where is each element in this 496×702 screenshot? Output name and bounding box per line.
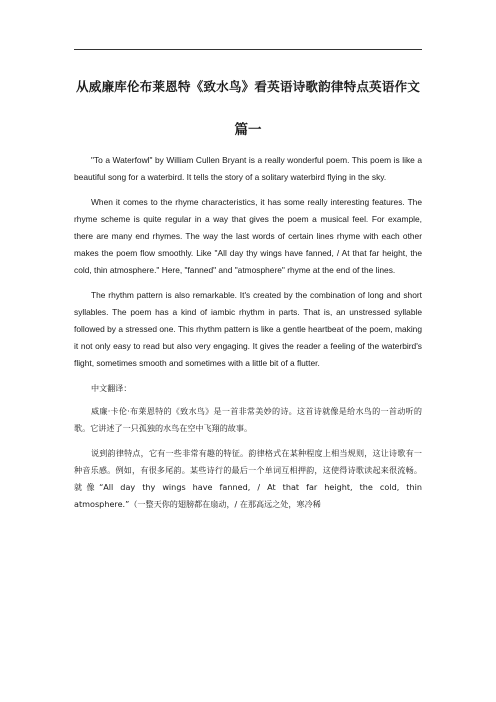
paragraph-cn-2: 说到韵律特点，它有一些非常有趣的特征。韵律格式在某种程度上相当规则，这让诗歌有一种音乐感。例如，有很多尾韵。某些诗行的最后一个单词互相押韵，这使得诗歌读起来很流畅。就像“All day thy wings have fanned, / At that far height, the cold, thin atmosphere.”（一整天你的翅膀都在扇动，/ 在那高远之处，寒冷稀 xyxy=(74,448,422,509)
paragraph-en-1: "To a Waterfowl" by William Cullen Bryant is a really wonderful poem. This poem is like a beautiful song for a waterbird. It tells the story of a solitary waterbird flying in the sky. xyxy=(74,155,422,182)
header-rule xyxy=(74,49,422,50)
document-page xyxy=(74,76,422,521)
section-heading: 篇一 xyxy=(234,122,262,138)
document-title: 从威廉库伦布莱恩特《致水鸟》看英语诗歌韵律特点英语作文 xyxy=(75,79,421,94)
paragraph-en-3: The rhythm pattern is also remarkable. It's created by the combination of long and short syllables. The poem has a kind of iambic rhythm in parts. That is, an unstressed syllable followed by a stressed one. This rhythm pattern is like a gentle heartbeat of the poem, making it not only easy to read but also very engaging. It gives the reader a feeling of the waterbird's flight, sometimes smooth and sometimes with a little bit of a flutter. xyxy=(74,290,422,368)
translation-label: 中文翻译： xyxy=(91,383,132,393)
paragraph-en-2: When it comes to the rhyme characteristics, it has some really interesting features. The rhyme scheme is quite regular in a way that gives the poem a musical feel. For example, there are many end rhymes. The way the last words of certain lines rhyme with each other makes the poem flow smoothly. Like "All day thy wings have fanned, / At that far height, the cold, thin atmosphere." Here, "fanned" and "atmosphere" rhyme at the end of the lines. xyxy=(74,197,422,275)
paragraph-cn-1: 威廉·卡伦·布莱恩特的《致水鸟》是一首非常美妙的诗。这首诗就像是给水鸟的一首动听的歌。它讲述了一只孤独的水鸟在空中飞翔的故事。 xyxy=(74,406,422,433)
